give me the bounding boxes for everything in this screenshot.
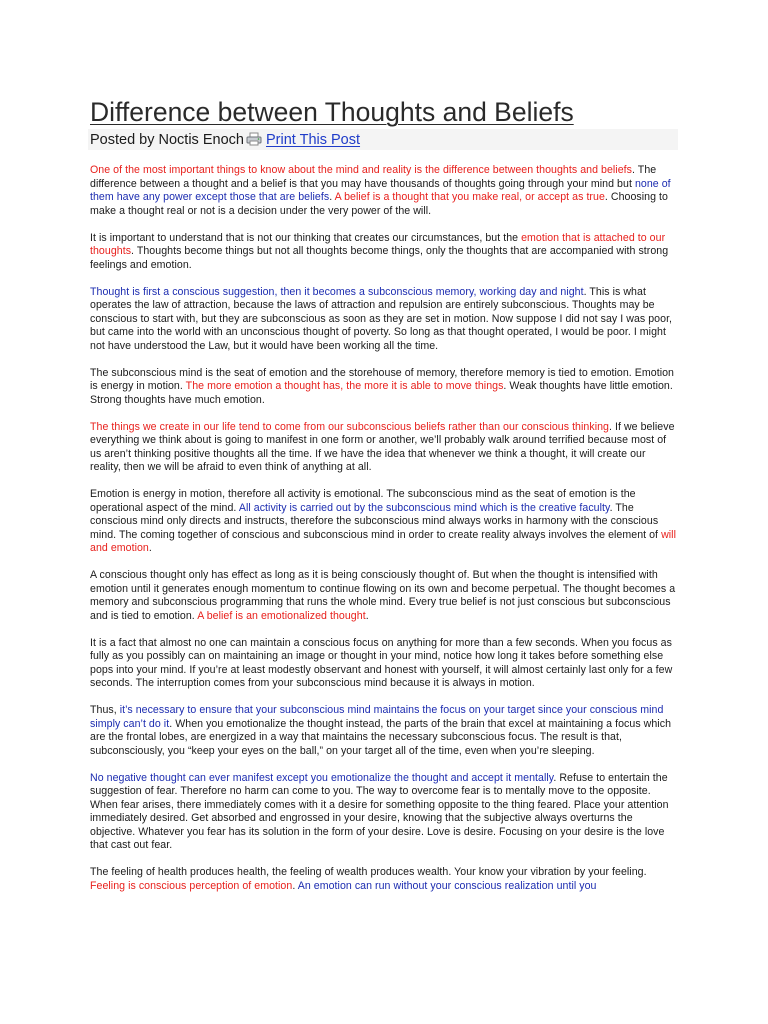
text-run: It is a fact that almost no one can maintain a conscious focus on anything for more than a few seconds. When you focus as fully as you possibly can on maintaining an image or thought in your mind, notice how long it takes before something else pops into your mind. If you’re at least modestly observant and honest with yourself, it will almost certainly last only for a few seconds. The interruption comes from your subconscious mind because it is always in motion. bbox=[90, 636, 673, 689]
paragraph bbox=[90, 704, 678, 758]
highlight-blue: An emotion can run without your conscious realization until you bbox=[297, 879, 597, 892]
highlight-red: emotion that is attached to our thoughts bbox=[90, 231, 666, 257]
article-body bbox=[90, 164, 678, 893]
text-run: . When you emotionalize the thought instead, the parts of the brain that excel at maintaining a focus which are the frontal lobes, are energized in a way that maintains the necessary subconscious focus. The result is that, subconsciously, you “keep your eyes on the ball,” on your target all of the time, even when you’re sleeping. bbox=[90, 717, 672, 757]
print-post-link[interactable]: Print This Post bbox=[266, 132, 361, 148]
paragraph bbox=[90, 421, 678, 475]
paragraph bbox=[90, 569, 678, 623]
text-run: . The conscious mind only directs and instructs, therefore the subconscious mind always works in harmony with the conscious mind. The coming together of conscious and subconscious mind in order to create reality always involves the element of bbox=[90, 501, 662, 541]
paragraph bbox=[90, 286, 678, 354]
highlight-blue: none of them have any power except those that are beliefs bbox=[90, 177, 671, 203]
paragraph bbox=[90, 866, 678, 893]
text-run: It is important to understand that is not our thinking that creates our circumstances, but the bbox=[90, 231, 522, 244]
text-run: . Refuse to entertain the suggestion of fear. Therefore no harm can come to you. The way to overcome fear is to mentally move to the opposite. When fear arises, there immediately comes with it a desire for something opposite to the thing feared. Place your attention immediately desired. Get absorbed and engrossed in your desire, knowing that the subjective always overturns the objective. Whatever you fear has its solution in the form of your desire. Love is desire. Focusing on your desire is the love that cast out fear. bbox=[90, 771, 669, 851]
text-run: A conscious thought only has effect as long as it is being consciously thought of. But when the thought is intensified with emotion until it generates enough momentum to continue flowing on its own and become perpetual. The thought becomes a memory and subconscious programming that runs the whole mind. Every true belief is not just conscious but subconscious and is tied to emotion. bbox=[90, 569, 676, 622]
text-run: . bbox=[148, 542, 152, 554]
highlight-red: A belief is an emotionalized thought bbox=[197, 609, 366, 622]
paragraph bbox=[90, 164, 678, 218]
text-run: . bbox=[365, 609, 369, 622]
highlight-blue: Thought is first a conscious suggestion, then it becomes a subconscious memory, working day and night bbox=[90, 285, 584, 298]
highlight-red: A belief is a thought that you make real, or accept as true bbox=[334, 191, 605, 203]
page-title: Difference between Thoughts and Beliefs bbox=[90, 97, 574, 127]
text-run: Thus, bbox=[90, 704, 120, 716]
highlight-red: will and emotion bbox=[90, 528, 676, 554]
posted-by: Posted by Noctis Enoch bbox=[90, 132, 244, 148]
text-run: . Thoughts become things but not all thoughts become things, only the thoughts that are accompanied with strong feelings and emotion. bbox=[90, 245, 669, 271]
highlight-blue: All activity is carried out by the subconscious mind which is the creative faculty bbox=[238, 501, 610, 514]
text-run: . The difference between a thought and a belief is that you may have thousands of thoughts going through your mind but bbox=[90, 164, 657, 190]
text-run: The subconscious mind is the seat of emotion and the storehouse of memory, therefore memory is tied to emotion. Emotion is energy in motion. bbox=[90, 366, 674, 392]
print-post[interactable] bbox=[246, 130, 360, 151]
highlight-red: The things we create in our life tend to come from our subconscious beliefs rather than our conscious thinking bbox=[90, 420, 609, 433]
text-run: . bbox=[292, 879, 298, 892]
highlight-red: Feeling is conscious perception of emotion bbox=[90, 879, 293, 892]
post-meta-bar bbox=[88, 129, 678, 150]
text-run: . Weak thoughts have little emotion. Strong thoughts have much emotion. bbox=[90, 380, 673, 406]
text-run: The feeling of health produces health, the feeling of wealth produces wealth. Your know your vibration by your feeling. bbox=[90, 866, 647, 878]
printer-icon[interactable] bbox=[246, 132, 262, 146]
text-run: Emotion is energy in motion, therefore all activity is emotional. The subconscious mind as the seat of emotion is the operational aspect of the mind. bbox=[90, 488, 636, 514]
text-run: . If we believe everything we think about is going to manifest in one form or another, we’ll probably walk around terrified because most of us aren’t thinking positive thoughts all the time. If we have the idea that whenever we think a thought, it will create our reality, then we will be afraid to even think of anything at all. bbox=[90, 420, 675, 473]
highlight-red: The more emotion a thought has, the more it is able to move things bbox=[185, 380, 504, 392]
paragraph bbox=[90, 367, 678, 408]
highlight-blue: it’s necessary to ensure that your subconscious mind maintains the focus on your target since your conscious mind simply can’t do it bbox=[90, 704, 664, 730]
paragraph bbox=[90, 637, 678, 691]
text-run: . Choosing to make a thought real or not is a decision under the very power of the will. bbox=[90, 191, 668, 217]
text-run: . This is what operates the law of attraction, because the laws of attraction and repulsion are entirely subconscious. Thoughts may be conscious to start with, but they are subconscious as soon as they are set in motion. Now suppose I did not say I was poor, but came into the world with an unconscious thought of poverty. So long as that thought operated, I would be poor. I might not have understood the Law, but it would have been working all the time. bbox=[90, 285, 673, 352]
text-run: . bbox=[329, 191, 335, 203]
highlight-blue: No negative thought can ever manifest except you emotionalize the thought and accept it mentally bbox=[90, 771, 554, 784]
paragraph bbox=[90, 772, 678, 853]
paragraph bbox=[90, 232, 678, 273]
paragraph bbox=[90, 488, 678, 556]
highlight-red: One of the most important things to know about the mind and reality is the difference between thoughts and beliefs bbox=[90, 164, 632, 176]
